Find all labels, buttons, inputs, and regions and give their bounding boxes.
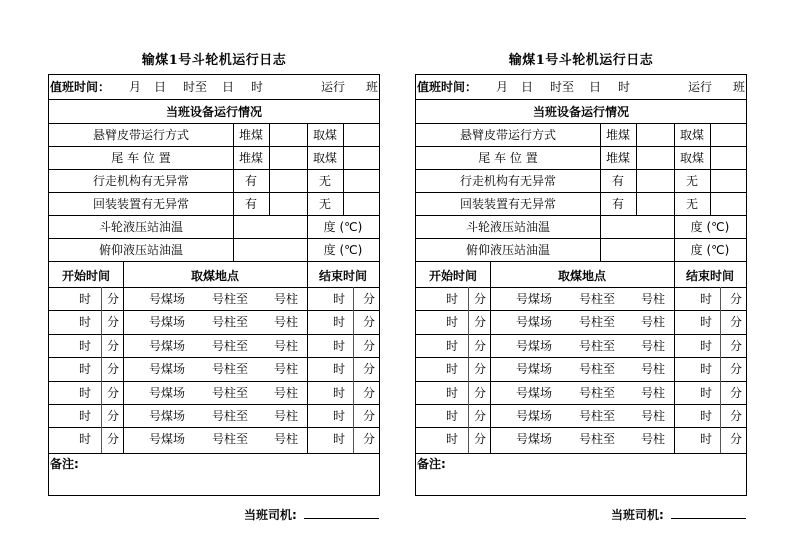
remarks-label: 备注:	[50, 457, 79, 471]
coal-yard-label: 号煤场	[149, 385, 186, 400]
end-hour-label: 时	[333, 362, 346, 377]
equipment-label: 悬臂皮带运行方式	[459, 128, 556, 142]
pillar-to-label: 号柱	[274, 338, 299, 353]
pillar-from-label: 号柱至	[579, 409, 616, 423]
month-label: 月	[496, 80, 509, 94]
coal-yard-label: 号煤场	[149, 338, 186, 353]
driver-signature-line	[304, 518, 379, 519]
pillar-to-label: 号柱	[641, 338, 666, 353]
row-divider	[49, 169, 379, 170]
end-time-header: 结束时间	[685, 269, 734, 283]
coal-yard-label: 号煤场	[149, 292, 186, 306]
column-divider	[490, 261, 491, 453]
end-hour-label: 时	[700, 432, 713, 447]
option-label: 无	[318, 197, 331, 211]
start-hour-label: 时	[79, 362, 92, 377]
section-title: 当班设备运行情况	[532, 105, 629, 119]
column-divider	[720, 287, 721, 453]
run-label: 运行	[688, 80, 713, 94]
end-minute-label: 分	[730, 338, 743, 353]
option-label: 取煤	[312, 128, 337, 142]
coal-yard-label: 号煤场	[516, 315, 553, 330]
row-divider	[416, 381, 746, 382]
option-label: 有	[244, 174, 257, 188]
row-divider	[416, 123, 746, 124]
pillar-from-label: 号柱至	[579, 385, 616, 400]
pillar-to-label: 号柱	[274, 315, 299, 330]
row-divider	[49, 287, 379, 288]
end-minute-label: 分	[363, 292, 376, 306]
start-time-header: 开始时间	[61, 269, 110, 283]
pillar-to-label: 号柱	[274, 362, 299, 377]
row-divider	[416, 453, 746, 454]
start-hour-label: 时	[79, 292, 92, 306]
column-divider	[600, 215, 601, 261]
equipment-label: 行走机构有无异常	[459, 174, 556, 188]
start-minute-label: 分	[107, 362, 120, 377]
pillar-to-label: 号柱	[274, 292, 299, 306]
pillar-from-label: 号柱至	[579, 315, 616, 330]
row-divider	[416, 215, 746, 216]
end-minute-label: 分	[730, 432, 743, 447]
row-divider	[416, 261, 746, 262]
pillar-to-label: 号柱	[274, 432, 299, 447]
start-hour-label: 时	[79, 409, 92, 423]
start-minute-label: 分	[474, 385, 487, 400]
place-header: 取煤地点	[190, 269, 239, 283]
temperature-label: 俯仰液压站油温	[465, 243, 550, 257]
end-hour-label: 时	[700, 385, 713, 400]
row-divider	[416, 404, 746, 405]
pillar-from-label: 号柱至	[579, 292, 616, 306]
start-hour-label: 时	[446, 385, 459, 400]
coal-yard-label: 号煤场	[149, 432, 186, 447]
row-divider	[49, 261, 379, 262]
row-divider	[49, 146, 379, 147]
driver-signature-line	[671, 518, 746, 519]
temperature-label: 斗轮液压站油温	[98, 220, 183, 234]
end-hour-label: 时	[700, 292, 713, 306]
row-divider	[416, 357, 746, 358]
row-divider	[416, 169, 746, 170]
start-hour-label: 时	[446, 409, 459, 423]
equipment-label: 行走机构有无异常	[92, 174, 189, 188]
row-divider	[49, 192, 379, 193]
pillar-to-label: 号柱	[641, 385, 666, 400]
pillar-to-label: 号柱	[641, 409, 666, 423]
column-divider	[600, 123, 601, 215]
shift-time-label: 值班时间：	[417, 80, 478, 94]
log-table	[48, 74, 380, 496]
end-minute-label: 分	[730, 409, 743, 423]
option-label: 取煤	[679, 151, 704, 165]
temperature-label: 俯仰液压站油温	[98, 243, 183, 257]
start-minute-label: 分	[107, 409, 120, 423]
row-divider	[416, 287, 746, 288]
end-minute-label: 分	[730, 292, 743, 306]
shift-label: 班	[366, 80, 379, 94]
pillar-from-label: 号柱至	[579, 338, 616, 353]
start-minute-label: 分	[474, 315, 487, 330]
start-minute-label: 分	[474, 362, 487, 377]
coal-yard-label: 号煤场	[516, 432, 553, 447]
coal-yard-label: 号煤场	[516, 385, 553, 400]
column-divider	[343, 123, 344, 215]
hour-to-label: 时至	[183, 80, 208, 94]
column-divider	[233, 215, 234, 261]
day-label-2: 日	[589, 80, 602, 94]
coal-yard-label: 号煤场	[149, 409, 186, 423]
row-divider	[49, 453, 379, 454]
start-minute-label: 分	[107, 338, 120, 353]
row-divider	[49, 238, 379, 239]
column-divider	[636, 123, 637, 215]
column-divider	[674, 215, 675, 261]
coal-yard-label: 号煤场	[149, 362, 186, 377]
row-divider	[416, 310, 746, 311]
day-label: 日	[154, 80, 167, 94]
row-divider	[49, 357, 379, 358]
log-table	[415, 74, 747, 496]
pillar-to-label: 号柱	[641, 432, 666, 447]
row-divider	[49, 427, 379, 428]
temperature-unit: 度 (℃)	[323, 220, 363, 234]
column-divider	[353, 287, 354, 453]
pillar-from-label: 号柱至	[212, 338, 249, 353]
row-divider	[416, 192, 746, 193]
row-divider	[49, 123, 379, 124]
section-title: 当班设备运行情况	[165, 105, 262, 119]
column-divider	[307, 123, 308, 215]
end-hour-label: 时	[700, 315, 713, 330]
start-minute-label: 分	[107, 315, 120, 330]
equipment-label: 悬臂皮带运行方式	[92, 128, 189, 142]
end-hour-label: 时	[333, 385, 346, 400]
row-divider	[49, 99, 379, 100]
row-divider	[49, 310, 379, 311]
row-divider	[416, 334, 746, 335]
hour-label: 时	[251, 80, 264, 94]
option-label: 有	[611, 197, 624, 211]
hour-to-label: 时至	[550, 80, 575, 94]
temperature-unit: 度 (℃)	[690, 243, 730, 257]
row-divider	[49, 404, 379, 405]
end-hour-label: 时	[700, 338, 713, 353]
row-divider	[416, 427, 746, 428]
coal-yard-label: 号煤场	[516, 362, 553, 377]
pillar-to-label: 号柱	[641, 362, 666, 377]
log-sheet-right	[415, 0, 747, 552]
option-label: 无	[318, 174, 331, 188]
start-minute-label: 分	[107, 385, 120, 400]
column-divider	[674, 123, 675, 215]
log-sheet-left	[48, 0, 380, 552]
end-minute-label: 分	[363, 385, 376, 400]
column-divider	[307, 261, 308, 453]
option-label: 无	[685, 174, 698, 188]
start-hour-label: 时	[446, 432, 459, 447]
column-divider	[710, 123, 711, 215]
start-hour-label: 时	[79, 432, 92, 447]
end-minute-label: 分	[363, 362, 376, 377]
end-hour-label: 时	[333, 409, 346, 423]
end-hour-label: 时	[333, 315, 346, 330]
option-label: 取煤	[312, 151, 337, 165]
end-minute-label: 分	[730, 362, 743, 377]
start-hour-label: 时	[79, 315, 92, 330]
day-label-2: 日	[222, 80, 235, 94]
column-divider	[269, 123, 270, 215]
equipment-label: 尾 车 位 置	[478, 151, 538, 165]
option-label: 有	[244, 197, 257, 211]
remarks-label: 备注:	[417, 457, 446, 471]
end-minute-label: 分	[730, 315, 743, 330]
pillar-to-label: 号柱	[641, 315, 666, 330]
end-hour-label: 时	[700, 362, 713, 377]
pillar-from-label: 号柱至	[212, 385, 249, 400]
pillar-to-label: 号柱	[274, 385, 299, 400]
row-divider	[416, 99, 746, 100]
equipment-label: 回装装置有无异常	[92, 197, 189, 211]
driver-label: 当班司机:	[611, 508, 664, 522]
pillar-to-label: 号柱	[274, 409, 299, 423]
option-label: 有	[611, 174, 624, 188]
column-divider	[101, 287, 102, 453]
pillar-from-label: 号柱至	[212, 432, 249, 447]
start-time-header: 开始时间	[428, 269, 477, 283]
option-label: 堆煤	[605, 128, 630, 142]
row-divider	[416, 238, 746, 239]
start-minute-label: 分	[474, 409, 487, 423]
coal-yard-label: 号煤场	[149, 315, 186, 330]
start-hour-label: 时	[446, 292, 459, 306]
end-minute-label: 分	[363, 432, 376, 447]
column-divider	[233, 123, 234, 215]
row-divider	[49, 334, 379, 335]
pillar-from-label: 号柱至	[579, 362, 616, 377]
pillar-from-label: 号柱至	[212, 292, 249, 306]
sheet-title: 输煤1号斗轮机运行日志	[141, 53, 287, 68]
coal-yard-label: 号煤场	[516, 409, 553, 423]
pillar-from-label: 号柱至	[212, 409, 249, 423]
end-hour-label: 时	[333, 292, 346, 306]
option-label: 堆煤	[238, 151, 263, 165]
start-hour-label: 时	[446, 338, 459, 353]
start-minute-label: 分	[474, 338, 487, 353]
row-divider	[416, 146, 746, 147]
column-divider	[123, 261, 124, 453]
end-minute-label: 分	[363, 409, 376, 423]
end-time-header: 结束时间	[318, 269, 367, 283]
row-divider	[49, 215, 379, 216]
column-divider	[674, 261, 675, 453]
equipment-label: 回装装置有无异常	[459, 197, 556, 211]
temperature-unit: 度 (℃)	[323, 243, 363, 257]
pillar-from-label: 号柱至	[212, 362, 249, 377]
start-minute-label: 分	[107, 292, 120, 306]
start-hour-label: 时	[79, 385, 92, 400]
shift-label: 班	[733, 80, 746, 94]
end-hour-label: 时	[333, 338, 346, 353]
end-minute-label: 分	[363, 315, 376, 330]
shift-time-label: 值班时间：	[50, 80, 111, 94]
end-hour-label: 时	[700, 409, 713, 423]
pillar-from-label: 号柱至	[212, 315, 249, 330]
month-label: 月	[129, 80, 142, 94]
column-divider	[307, 215, 308, 261]
end-hour-label: 时	[333, 432, 346, 447]
coal-yard-label: 号煤场	[516, 338, 553, 353]
end-minute-label: 分	[363, 338, 376, 353]
start-minute-label: 分	[107, 432, 120, 447]
row-divider	[49, 381, 379, 382]
driver-label: 当班司机:	[244, 508, 297, 522]
start-minute-label: 分	[474, 432, 487, 447]
start-minute-label: 分	[474, 292, 487, 306]
column-divider	[468, 287, 469, 453]
hour-label: 时	[618, 80, 631, 94]
run-label: 运行	[321, 80, 346, 94]
option-label: 堆煤	[605, 151, 630, 165]
option-label: 取煤	[679, 128, 704, 142]
start-hour-label: 时	[79, 338, 92, 353]
coal-yard-label: 号煤场	[516, 292, 553, 306]
start-hour-label: 时	[446, 315, 459, 330]
start-hour-label: 时	[446, 362, 459, 377]
end-minute-label: 分	[730, 385, 743, 400]
temperature-unit: 度 (℃)	[690, 220, 730, 234]
place-header: 取煤地点	[557, 269, 606, 283]
pillar-to-label: 号柱	[641, 292, 666, 306]
pillar-from-label: 号柱至	[579, 432, 616, 447]
sheet-title: 输煤1号斗轮机运行日志	[508, 53, 654, 68]
equipment-label: 尾 车 位 置	[111, 151, 171, 165]
day-label: 日	[521, 80, 534, 94]
option-label: 堆煤	[238, 128, 263, 142]
option-label: 无	[685, 197, 698, 211]
temperature-label: 斗轮液压站油温	[465, 220, 550, 234]
